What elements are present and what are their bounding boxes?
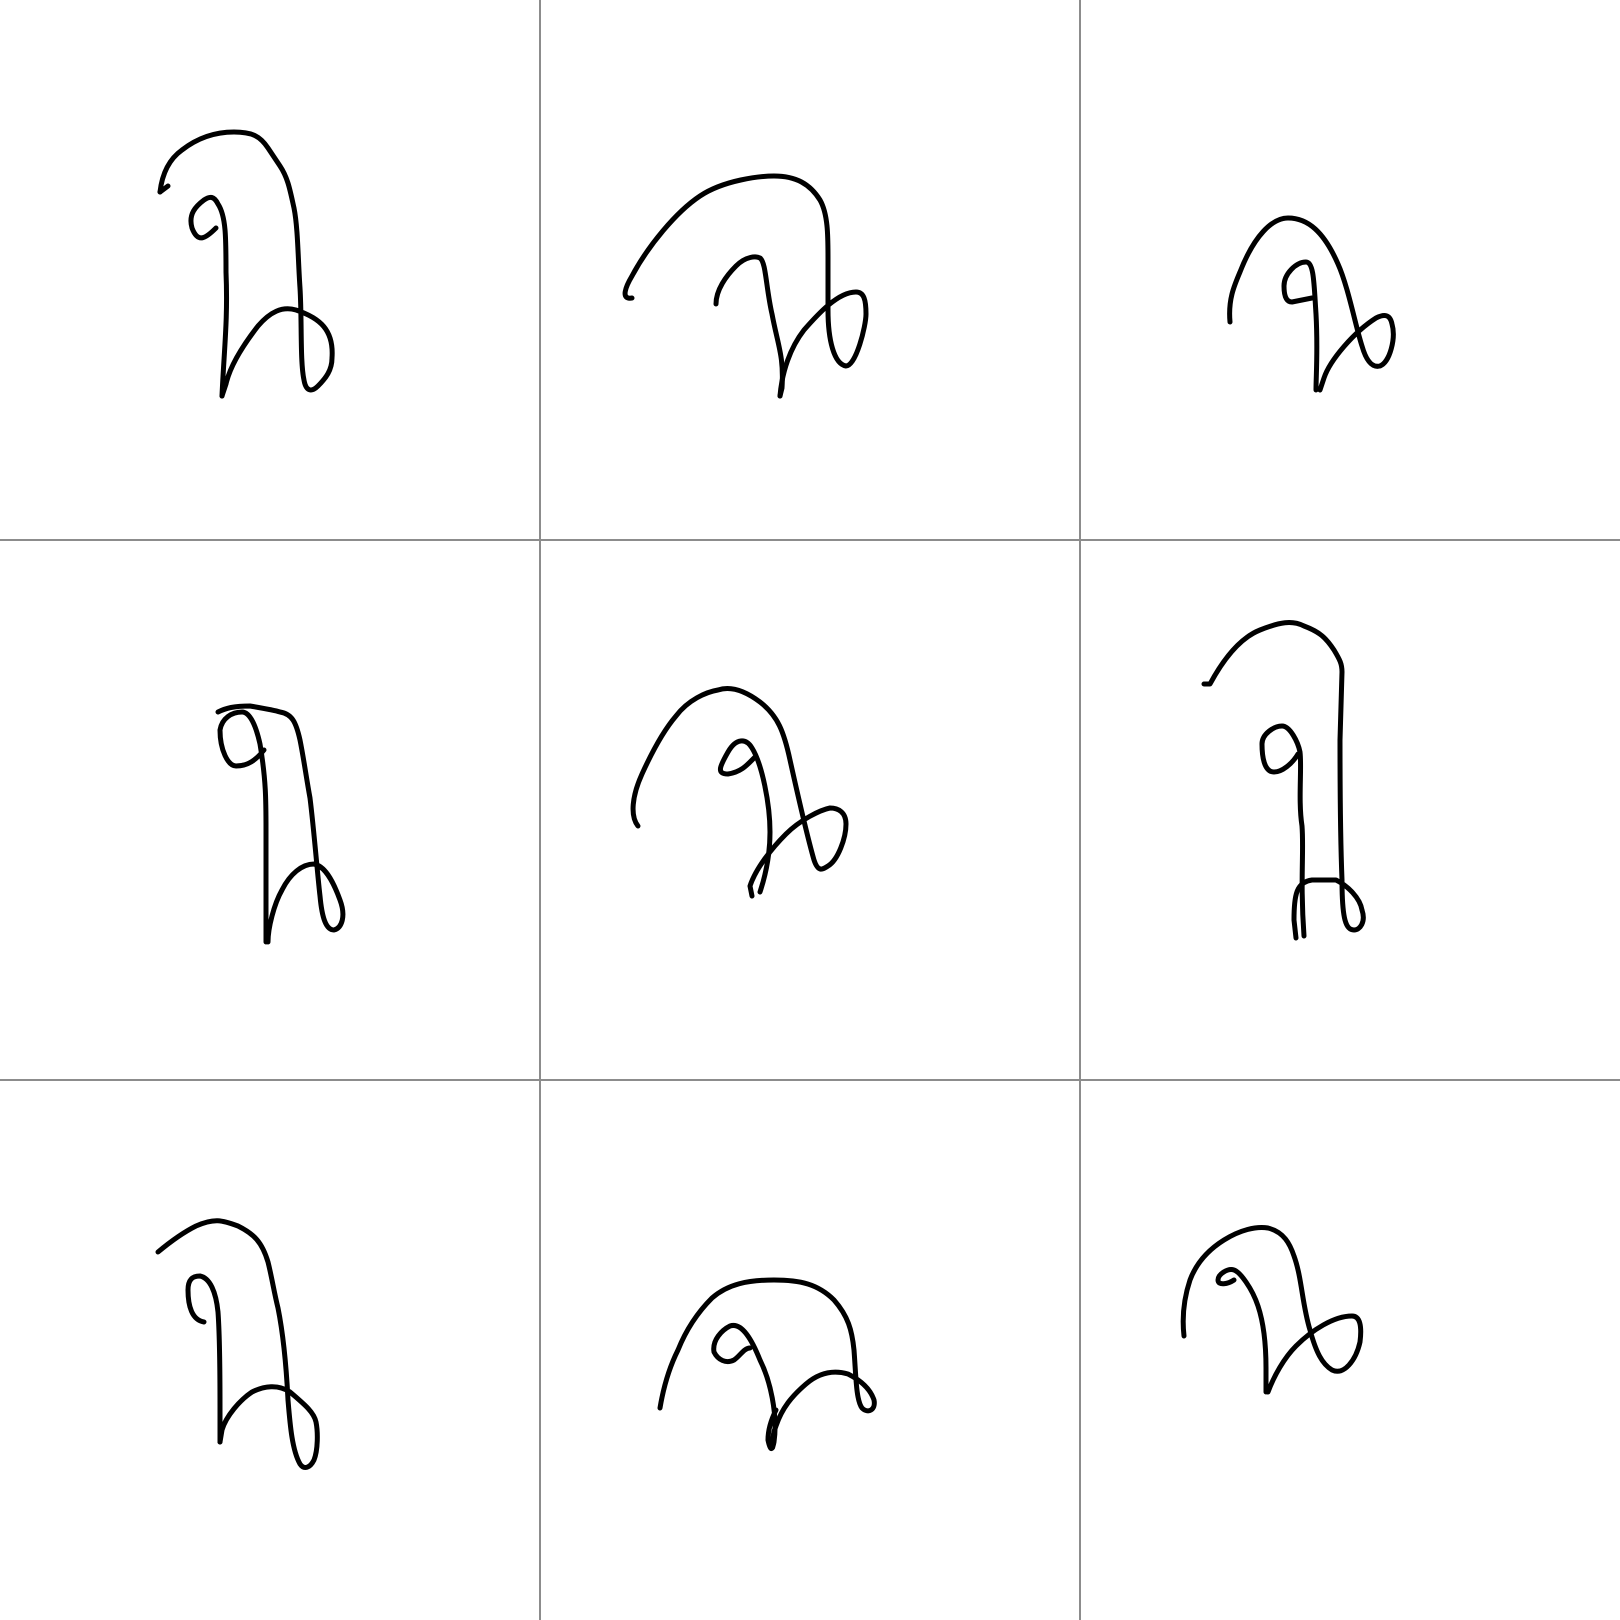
glyph-cell-4: [218, 706, 343, 942]
glyph-stroke: [720, 741, 770, 892]
glyph-stroke: [1230, 218, 1394, 390]
glyph-stroke: [1204, 623, 1363, 938]
glyph-stroke: [220, 712, 266, 942]
glyph-stroke: [716, 257, 782, 396]
glyph-stroke: [188, 1276, 220, 1442]
glyph-cell-2: [625, 176, 866, 396]
glyph-stroke: [1284, 262, 1317, 390]
glyph-cell-5: [633, 689, 846, 897]
glyph-stroke: [633, 689, 846, 897]
glyph-cell-7: [158, 1221, 317, 1468]
glyph-cell-8: [660, 1280, 874, 1449]
glyph-stroke: [625, 176, 866, 396]
glyph-stroke: [158, 1221, 317, 1468]
glyph-stroke: [660, 1280, 874, 1448]
glyph-cell-6: [1204, 623, 1363, 938]
glyph-cell-3: [1230, 218, 1394, 390]
glyph-stroke: [160, 132, 332, 396]
glyph-stroke: [1183, 1228, 1360, 1393]
glyph-stroke: [218, 706, 343, 942]
glyph-stroke: [191, 197, 227, 396]
glyph-cell-1: [160, 132, 332, 396]
glyph-stroke: [1262, 726, 1304, 936]
glyph-cell-9: [1183, 1228, 1360, 1393]
glyph-stroke: [1218, 1270, 1266, 1392]
glyph-stroke: [714, 1325, 776, 1448]
